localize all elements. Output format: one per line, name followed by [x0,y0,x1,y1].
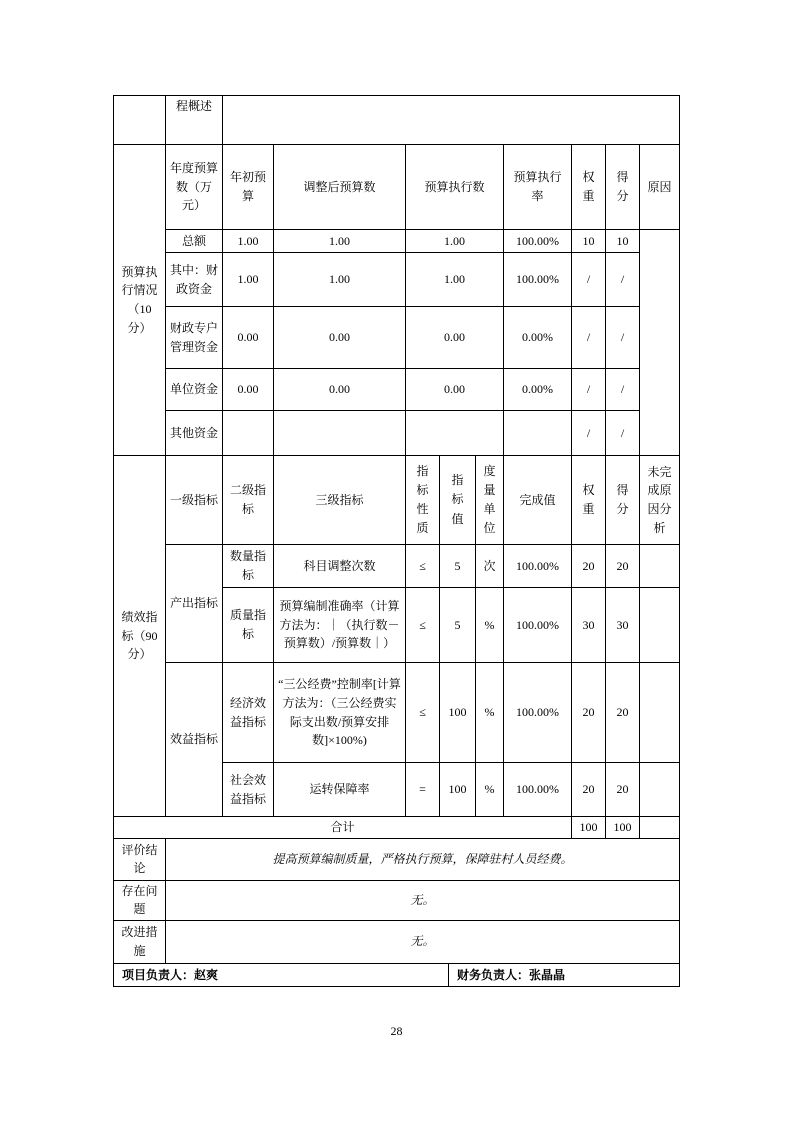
indicator-nature: ≤ [406,588,440,663]
indicator-weight: 20 [572,763,606,817]
budget-initial-value: 0.00 [223,369,274,411]
indicator-level2: 经济效益指标 [223,663,274,763]
budget-rate-value: 0.00% [504,307,572,369]
budget-header-adjusted: 调整后预算数 [274,145,406,230]
empty-cell [114,96,166,145]
budget-rate-value: 0.00% [504,369,572,411]
budget-adjusted-value: 1.00 [274,253,406,307]
indicator-header-l2: 二级指标 [223,456,274,545]
budget-row-label: 总额 [166,230,223,253]
signature-row [114,963,680,987]
table-row [114,253,680,307]
finance-manager-signature: 财务负责人：张晶晶 [457,967,566,982]
budget-row-label: 其中：财政资金 [166,253,223,307]
table-row [114,230,680,253]
indicator-score: 20 [606,663,640,763]
budget-header-score [606,145,640,230]
budget-weight-value: / [572,411,606,456]
indicator-level3: 科目调整次数 [274,545,406,588]
summary-value-improvements: 无。 [166,920,680,963]
table-row [114,545,680,588]
indicator-reason-cell [640,763,680,817]
process-overview-value [223,96,680,145]
budget-header-annual: 年度预算数（万元） [166,145,223,230]
indicator-value: 5 [440,545,476,588]
indicator-header-value [440,456,476,545]
indicator-level2: 社会效益指标 [223,763,274,817]
budget-executed-value: 0.00 [406,369,504,411]
indicator-nature: = [406,763,440,817]
total-weight: 100 [572,817,606,839]
budget-score-value: / [606,411,640,456]
indicator-header-weight [572,456,606,545]
budget-executed-value: 1.00 [406,253,504,307]
budget-initial-value: 1.00 [223,253,274,307]
indicator-header-done: 完成值 [504,456,572,545]
section-label-performance-indicators: 绩效指标（90 分） [114,456,166,817]
indicator-level3: 运转保障率 [274,763,406,817]
table-row [114,663,680,763]
indicator-weight: 30 [572,588,606,663]
indicator-unit: % [476,763,504,817]
indicator-score: 20 [606,763,640,817]
indicator-header-weight-text: 权重 [582,482,595,516]
budget-initial-value: 0.00 [223,307,274,369]
budget-row-label: 单位资金 [166,369,223,411]
indicator-done: 100.00% [504,763,572,817]
budget-adjusted-value [274,411,406,456]
indicator-level3: 预算编制准确率（计算方法为：｜（执行数－预算数）/预算数｜） [274,588,406,663]
budget-executed-value: 1.00 [406,230,504,253]
budget-executed-value [406,411,504,456]
budget-weight-value: 10 [572,230,606,253]
budget-executed-value: 0.00 [406,307,504,369]
signature-wrap [114,964,679,987]
indicator-reason-cell [640,663,680,763]
indicator-value: 100 [440,663,476,763]
budget-initial-value: 1.00 [223,230,274,253]
indicator-nature: ≤ [406,663,440,763]
table-row [114,963,680,987]
indicator-value: 5 [440,588,476,663]
indicator-level1-output: 产出指标 [166,545,223,663]
budget-score-value: / [606,307,640,369]
budget-adjusted-value: 0.00 [274,307,406,369]
section-label-budget-execution: 预算执行情况（10 分） [114,145,166,456]
budget-header-reason: 原因 [640,145,680,230]
total-label: 合计 [114,817,572,839]
budget-rate-value [504,411,572,456]
budget-row-label: 其他资金 [166,411,223,456]
indicator-weight: 20 [572,663,606,763]
budget-header-score-text: 得分 [616,169,629,203]
budget-rate-value: 100.00% [504,230,572,253]
budget-reason-cell [640,230,680,456]
table-row [114,838,680,880]
indicator-header-nature [406,456,440,545]
project-manager-signature: 项目负责人：赵爽 [114,964,449,987]
indicator-unit: 次 [476,545,504,588]
table-row [114,920,680,963]
table-row [114,880,680,920]
indicator-weight: 20 [572,545,606,588]
indicator-level2: 数量指标 [223,545,274,588]
indicator-nature: ≤ [406,545,440,588]
table-row [114,369,680,411]
summary-label-problems: 存在问题 [114,880,166,920]
indicator-score: 30 [606,588,640,663]
page-number: 28 [390,1024,403,1038]
budget-header-weight-text: 权重 [582,169,595,203]
table-row [114,411,680,456]
budget-adjusted-value: 1.00 [274,230,406,253]
budget-score-value: / [606,369,640,411]
table-row [114,817,680,839]
indicator-value: 100 [440,763,476,817]
indicator-header-unit [476,456,504,545]
total-score: 100 [606,817,640,839]
indicator-header-score [606,456,640,545]
budget-score-value: 10 [606,230,640,253]
indicator-unit: % [476,663,504,763]
indicator-unit: % [476,588,504,663]
indicator-level1-benefit: 效益指标 [166,663,223,817]
table-row [114,307,680,369]
performance-evaluation-table [113,95,680,987]
budget-rate-value: 100.00% [504,253,572,307]
budget-initial-value [223,411,274,456]
budget-score-value: / [606,253,640,307]
indicator-done: 100.00% [504,545,572,588]
budget-adjusted-value: 0.00 [274,369,406,411]
budget-weight-value: / [572,253,606,307]
indicator-header-l3: 三级指标 [274,456,406,545]
budget-weight-value: / [572,307,606,369]
budget-header-rate: 预算执行率 [504,145,572,230]
budget-header-executed: 预算执行数 [406,145,504,230]
indicator-header-value-text: 指标值 [451,473,464,526]
indicator-header-l1: 一级指标 [166,456,223,545]
indicator-header-reason: 未完成原因分析 [640,456,680,545]
indicator-level2: 质量指标 [223,588,274,663]
indicator-done: 100.00% [504,588,572,663]
indicator-header-unit-text: 度量单位 [483,463,496,536]
summary-label-improvements: 改进措施 [114,920,166,963]
indicator-header-nature-text: 指标性质 [416,463,429,536]
indicator-reason-cell [640,588,680,663]
indicator-header-score-text: 得分 [616,482,629,516]
total-reason-cell [640,817,680,839]
summary-value-conclusion: 提高预算编制质量，严格执行预算，保障驻村人员经费。 [166,838,680,880]
indicator-done: 100.00% [504,663,572,763]
indicator-level3: “三公经费”控制率[计算方法为：（三公经费实际支出数/预算安排数]×100%) [274,663,406,763]
budget-header-initial: 年初预算 [223,145,274,230]
summary-label-conclusion: 评价结论 [114,838,166,880]
indicator-score: 20 [606,545,640,588]
summary-value-problems: 无。 [166,880,680,920]
budget-header-weight [572,145,606,230]
budget-row-label: 财政专户管理资金 [166,307,223,369]
budget-weight-value: / [572,369,606,411]
process-overview-label: 程概述 [166,96,223,145]
indicator-reason-cell [640,545,680,588]
